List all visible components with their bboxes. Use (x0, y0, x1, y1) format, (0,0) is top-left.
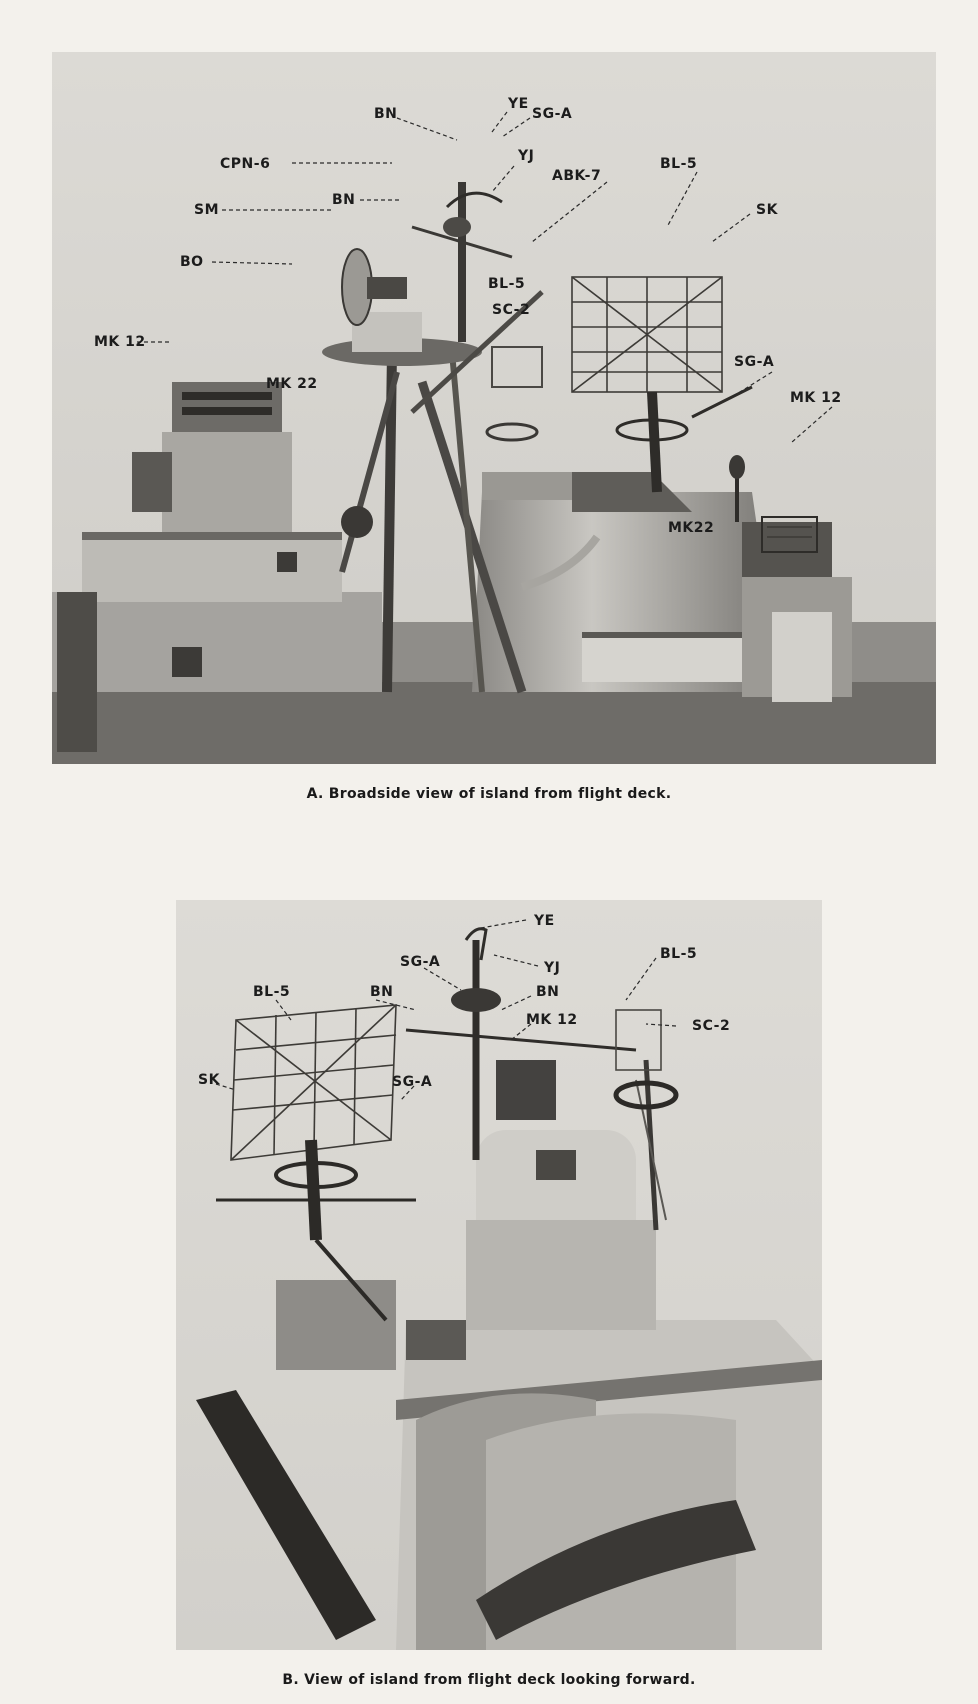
label-yj: YJ (518, 148, 535, 164)
label-bo: BO (180, 254, 204, 270)
label-yj-b: YJ (544, 960, 561, 976)
label-mk12-left: MK 12 (94, 334, 146, 350)
label-mk12-right: MK 12 (790, 390, 842, 406)
label-sga-right: SG-A (734, 354, 775, 370)
label-bn-right-b: BN (536, 984, 560, 1000)
photo-island-looking-forward (176, 900, 822, 1650)
label-mk12-b: MK 12 (526, 1012, 578, 1028)
label-abk7: ABK-7 (552, 168, 602, 184)
label-sga-top-b: SG-A (400, 954, 441, 970)
photo-broadside-island (52, 52, 936, 764)
label-bl5-mid: BL-5 (488, 276, 526, 292)
label-sk-b: SK (198, 1072, 220, 1088)
label-ye-b: YE (534, 913, 555, 929)
label-bn-left-b: BN (370, 984, 394, 1000)
label-bn-top: BN (374, 106, 398, 122)
label-bn-mid: BN (332, 192, 356, 208)
label-cpn6: CPN-6 (220, 156, 271, 172)
photo-b-illustration (176, 900, 822, 1650)
label-sga-mid-b: SG-A (392, 1074, 433, 1090)
photo-a-illustration (52, 52, 936, 764)
label-sc2-b: SC-2 (692, 1018, 731, 1034)
label-sc2: SC-2 (492, 302, 531, 318)
label-sk: SK (756, 202, 778, 218)
label-sga-top: SG-A (532, 106, 573, 122)
caption-figure-a: A. Broadside view of island from flight deck. (306, 786, 672, 802)
label-bl5-top: BL-5 (660, 156, 698, 172)
label-bl5-left-b: BL-5 (253, 984, 291, 1000)
label-mk22-left: MK 22 (266, 376, 318, 392)
label-sm: SM (194, 202, 220, 218)
caption-figure-b: B. View of island from flight deck looking forward. (282, 1672, 696, 1688)
label-mk22-right: MK22 (668, 520, 715, 536)
label-ye: YE (508, 96, 529, 112)
label-bl5-right-b: BL-5 (660, 946, 698, 962)
